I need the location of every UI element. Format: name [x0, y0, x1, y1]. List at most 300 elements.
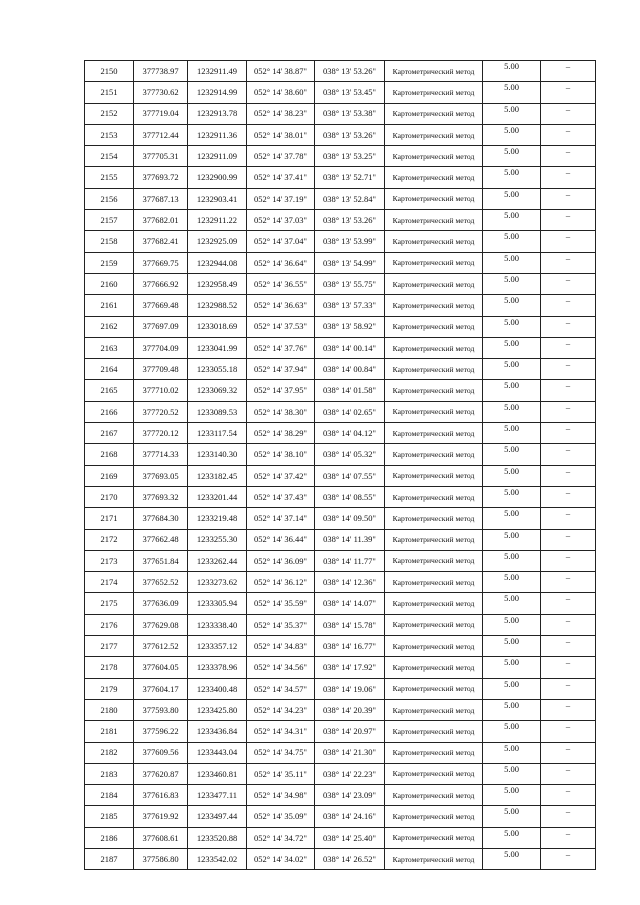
x-coordinate-cell: 377720.52: [134, 401, 188, 422]
x-coordinate-cell: 377693.05: [134, 465, 188, 486]
note-cell: –: [541, 337, 596, 358]
latitude-cell: 052° 14' 37.43": [247, 486, 315, 507]
y-coordinate-cell: 1233069.32: [188, 380, 247, 401]
x-coordinate-cell: 377697.09: [134, 316, 188, 337]
latitude-cell: 052° 14' 34.57": [247, 678, 315, 699]
table-row: [85, 316, 596, 337]
accuracy-cell: 5.00: [483, 316, 541, 337]
latitude-cell: 052° 14' 36.09": [247, 550, 315, 571]
note-cell: –: [541, 785, 596, 806]
method-cell: Картометрический метод: [385, 231, 483, 252]
point-number-cell: 2156: [85, 188, 134, 209]
note-cell: –: [541, 103, 596, 124]
table-row: [85, 550, 596, 571]
longitude-cell: 038° 13' 53.26": [315, 61, 385, 82]
note-cell: –: [541, 146, 596, 167]
table-row: [85, 742, 596, 763]
latitude-cell: 052° 14' 37.04": [247, 231, 315, 252]
x-coordinate-cell: 377730.62: [134, 82, 188, 103]
note-cell: –: [541, 423, 596, 444]
accuracy-cell: 5.00: [483, 486, 541, 507]
accuracy-cell: 5.00: [483, 657, 541, 678]
longitude-cell: 038° 13' 55.75": [315, 273, 385, 294]
x-coordinate-cell: 377662.48: [134, 529, 188, 550]
y-coordinate-cell: 1232911.09: [188, 146, 247, 167]
y-coordinate-cell: 1232925.09: [188, 231, 247, 252]
accuracy-cell: 5.00: [483, 188, 541, 209]
method-cell: Картометрический метод: [385, 295, 483, 316]
accuracy-cell: 5.00: [483, 593, 541, 614]
latitude-cell: 052° 14' 36.64": [247, 252, 315, 273]
y-coordinate-cell: 1233436.84: [188, 721, 247, 742]
accuracy-cell: 5.00: [483, 273, 541, 294]
x-coordinate-cell: 377629.08: [134, 614, 188, 635]
note-cell: –: [541, 61, 596, 82]
y-coordinate-cell: 1233041.99: [188, 337, 247, 358]
latitude-cell: 052° 14' 37.03": [247, 210, 315, 231]
latitude-cell: 052° 14' 35.59": [247, 593, 315, 614]
longitude-cell: 038° 14' 17.92": [315, 657, 385, 678]
longitude-cell: 038° 14' 09.50": [315, 508, 385, 529]
accuracy-cell: 5.00: [483, 146, 541, 167]
x-coordinate-cell: 377738.97: [134, 61, 188, 82]
method-cell: Картометрический метод: [385, 657, 483, 678]
point-number-cell: 2186: [85, 827, 134, 848]
table-row: [85, 636, 596, 657]
longitude-cell: 038° 13' 54.99": [315, 252, 385, 273]
y-coordinate-cell: 1232914.99: [188, 82, 247, 103]
longitude-cell: 038° 14' 07.55": [315, 465, 385, 486]
point-number-cell: 2175: [85, 593, 134, 614]
accuracy-cell: 5.00: [483, 699, 541, 720]
method-cell: Картометрический метод: [385, 827, 483, 848]
longitude-cell: 038° 14' 00.14": [315, 337, 385, 358]
longitude-cell: 038° 13' 53.45": [315, 82, 385, 103]
point-number-cell: 2182: [85, 742, 134, 763]
point-number-cell: 2170: [85, 486, 134, 507]
method-cell: Картометрический метод: [385, 423, 483, 444]
method-cell: Картометрический метод: [385, 550, 483, 571]
longitude-cell: 038° 14' 04.12": [315, 423, 385, 444]
longitude-cell: 038° 13' 53.26": [315, 124, 385, 145]
point-number-cell: 2167: [85, 423, 134, 444]
note-cell: –: [541, 806, 596, 827]
latitude-cell: 052° 14' 34.72": [247, 827, 315, 848]
accuracy-cell: 5.00: [483, 636, 541, 657]
x-coordinate-cell: 377693.72: [134, 167, 188, 188]
latitude-cell: 052° 14' 38.29": [247, 423, 315, 444]
table-row: [85, 699, 596, 720]
method-cell: Картометрический метод: [385, 763, 483, 784]
longitude-cell: 038° 14' 20.97": [315, 721, 385, 742]
x-coordinate-cell: 377604.17: [134, 678, 188, 699]
y-coordinate-cell: 1233117.54: [188, 423, 247, 444]
x-coordinate-cell: 377652.52: [134, 572, 188, 593]
method-cell: Картометрический метод: [385, 593, 483, 614]
method-cell: Картометрический метод: [385, 167, 483, 188]
point-number-cell: 2151: [85, 82, 134, 103]
x-coordinate-cell: 377620.87: [134, 763, 188, 784]
accuracy-cell: 5.00: [483, 82, 541, 103]
x-coordinate-cell: 377619.92: [134, 806, 188, 827]
accuracy-cell: 5.00: [483, 806, 541, 827]
longitude-cell: 038° 14' 11.39": [315, 529, 385, 550]
y-coordinate-cell: 1233262.44: [188, 550, 247, 571]
longitude-cell: 038° 13' 52.71": [315, 167, 385, 188]
method-cell: Картометрический метод: [385, 785, 483, 806]
longitude-cell: 038° 14' 01.58": [315, 380, 385, 401]
y-coordinate-cell: 1233400.48: [188, 678, 247, 699]
latitude-cell: 052° 14' 36.63": [247, 295, 315, 316]
note-cell: –: [541, 231, 596, 252]
point-number-cell: 2168: [85, 444, 134, 465]
accuracy-cell: 5.00: [483, 572, 541, 593]
latitude-cell: 052° 14' 37.53": [247, 316, 315, 337]
table-row: [85, 444, 596, 465]
latitude-cell: 052° 14' 35.09": [247, 806, 315, 827]
x-coordinate-cell: 377609.56: [134, 742, 188, 763]
table-row: [85, 273, 596, 294]
y-coordinate-cell: 1233338.40: [188, 614, 247, 635]
note-cell: –: [541, 529, 596, 550]
accuracy-cell: 5.00: [483, 401, 541, 422]
method-cell: Картометрический метод: [385, 210, 483, 231]
accuracy-cell: 5.00: [483, 827, 541, 848]
longitude-cell: 038° 14' 20.39": [315, 699, 385, 720]
note-cell: –: [541, 508, 596, 529]
table-row: [85, 167, 596, 188]
table-row: [85, 721, 596, 742]
table-row: [85, 593, 596, 614]
accuracy-cell: 5.00: [483, 337, 541, 358]
point-number-cell: 2184: [85, 785, 134, 806]
longitude-cell: 038° 14' 05.32": [315, 444, 385, 465]
point-number-cell: 2161: [85, 295, 134, 316]
point-number-cell: 2152: [85, 103, 134, 124]
latitude-cell: 052° 14' 38.23": [247, 103, 315, 124]
note-cell: –: [541, 636, 596, 657]
y-coordinate-cell: 1232911.22: [188, 210, 247, 231]
point-number-cell: 2177: [85, 636, 134, 657]
point-number-cell: 2172: [85, 529, 134, 550]
x-coordinate-cell: 377719.04: [134, 103, 188, 124]
accuracy-cell: 5.00: [483, 444, 541, 465]
y-coordinate-cell: 1233425.80: [188, 699, 247, 720]
y-coordinate-cell: 1232911.36: [188, 124, 247, 145]
latitude-cell: 052° 14' 37.42": [247, 465, 315, 486]
point-number-cell: 2153: [85, 124, 134, 145]
longitude-cell: 038° 14' 26.52": [315, 848, 385, 869]
point-number-cell: 2160: [85, 273, 134, 294]
point-number-cell: 2166: [85, 401, 134, 422]
table-row: [85, 806, 596, 827]
method-cell: Картометрический метод: [385, 636, 483, 657]
latitude-cell: 052° 14' 34.02": [247, 848, 315, 869]
note-cell: –: [541, 657, 596, 678]
note-cell: –: [541, 678, 596, 699]
method-cell: Картометрический метод: [385, 359, 483, 380]
method-cell: Картометрический метод: [385, 124, 483, 145]
table-row: [85, 678, 596, 699]
table-row: [85, 508, 596, 529]
y-coordinate-cell: 1233182.45: [188, 465, 247, 486]
point-number-cell: 2169: [85, 465, 134, 486]
table-row: [85, 763, 596, 784]
method-cell: Картометрический метод: [385, 252, 483, 273]
method-cell: Картометрический метод: [385, 188, 483, 209]
method-cell: Картометрический метод: [385, 508, 483, 529]
latitude-cell: 052° 14' 34.31": [247, 721, 315, 742]
method-cell: Картометрический метод: [385, 401, 483, 422]
x-coordinate-cell: 377669.75: [134, 252, 188, 273]
x-coordinate-cell: 377720.12: [134, 423, 188, 444]
note-cell: –: [541, 82, 596, 103]
x-coordinate-cell: 377604.05: [134, 657, 188, 678]
longitude-cell: 038° 14' 25.40": [315, 827, 385, 848]
table-row: [85, 380, 596, 401]
accuracy-cell: 5.00: [483, 742, 541, 763]
point-number-cell: 2174: [85, 572, 134, 593]
y-coordinate-cell: 1233357.12: [188, 636, 247, 657]
y-coordinate-cell: 1232988.52: [188, 295, 247, 316]
y-coordinate-cell: 1232944.08: [188, 252, 247, 273]
longitude-cell: 038° 14' 15.78": [315, 614, 385, 635]
method-cell: Картометрический метод: [385, 742, 483, 763]
accuracy-cell: 5.00: [483, 61, 541, 82]
x-coordinate-cell: 377612.52: [134, 636, 188, 657]
note-cell: –: [541, 316, 596, 337]
method-cell: Картометрический метод: [385, 572, 483, 593]
y-coordinate-cell: 1233273.62: [188, 572, 247, 593]
longitude-cell: 038° 14' 24.16": [315, 806, 385, 827]
point-number-cell: 2178: [85, 657, 134, 678]
accuracy-cell: 5.00: [483, 508, 541, 529]
x-coordinate-cell: 377669.48: [134, 295, 188, 316]
longitude-cell: 038° 13' 52.84": [315, 188, 385, 209]
method-cell: Картометрический метод: [385, 61, 483, 82]
accuracy-cell: 5.00: [483, 210, 541, 231]
method-cell: Картометрический метод: [385, 273, 483, 294]
x-coordinate-cell: 377596.22: [134, 721, 188, 742]
latitude-cell: 052° 14' 37.41": [247, 167, 315, 188]
point-number-cell: 2154: [85, 146, 134, 167]
y-coordinate-cell: 1233305.94: [188, 593, 247, 614]
y-coordinate-cell: 1232900.99: [188, 167, 247, 188]
y-coordinate-cell: 1233055.18: [188, 359, 247, 380]
longitude-cell: 038° 14' 12.36": [315, 572, 385, 593]
latitude-cell: 052° 14' 37.95": [247, 380, 315, 401]
method-cell: Картометрический метод: [385, 699, 483, 720]
accuracy-cell: 5.00: [483, 252, 541, 273]
table-row: [85, 124, 596, 145]
table-row: [85, 465, 596, 486]
x-coordinate-cell: 377712.44: [134, 124, 188, 145]
accuracy-cell: 5.00: [483, 380, 541, 401]
point-number-cell: 2158: [85, 231, 134, 252]
note-cell: –: [541, 124, 596, 145]
note-cell: –: [541, 273, 596, 294]
note-cell: –: [541, 699, 596, 720]
table-row: [85, 103, 596, 124]
y-coordinate-cell: 1233219.48: [188, 508, 247, 529]
table-row: [85, 359, 596, 380]
latitude-cell: 052° 14' 38.87": [247, 61, 315, 82]
table-row: [85, 423, 596, 444]
accuracy-cell: 5.00: [483, 721, 541, 742]
method-cell: Картометрический метод: [385, 465, 483, 486]
longitude-cell: 038° 14' 23.09": [315, 785, 385, 806]
method-cell: Картометрический метод: [385, 806, 483, 827]
note-cell: –: [541, 721, 596, 742]
note-cell: –: [541, 167, 596, 188]
latitude-cell: 052° 14' 34.83": [247, 636, 315, 657]
longitude-cell: 038° 14' 11.77": [315, 550, 385, 571]
accuracy-cell: 5.00: [483, 465, 541, 486]
y-coordinate-cell: 1232903.41: [188, 188, 247, 209]
accuracy-cell: 5.00: [483, 295, 541, 316]
note-cell: –: [541, 380, 596, 401]
table-row: [85, 572, 596, 593]
x-coordinate-cell: 377666.92: [134, 273, 188, 294]
point-number-cell: 2173: [85, 550, 134, 571]
latitude-cell: 052° 14' 38.01": [247, 124, 315, 145]
y-coordinate-cell: 1233443.04: [188, 742, 247, 763]
y-coordinate-cell: 1232913.78: [188, 103, 247, 124]
latitude-cell: 052° 14' 38.10": [247, 444, 315, 465]
method-cell: Картометрический метод: [385, 316, 483, 337]
x-coordinate-cell: 377616.83: [134, 785, 188, 806]
latitude-cell: 052° 14' 35.37": [247, 614, 315, 635]
longitude-cell: 038° 14' 00.84": [315, 359, 385, 380]
point-number-cell: 2176: [85, 614, 134, 635]
method-cell: Картометрический метод: [385, 614, 483, 635]
latitude-cell: 052° 14' 37.14": [247, 508, 315, 529]
y-coordinate-cell: 1232911.49: [188, 61, 247, 82]
latitude-cell: 052° 14' 34.98": [247, 785, 315, 806]
note-cell: –: [541, 614, 596, 635]
latitude-cell: 052° 14' 37.78": [247, 146, 315, 167]
point-number-cell: 2180: [85, 699, 134, 720]
x-coordinate-cell: 377682.01: [134, 210, 188, 231]
table-body: [85, 61, 596, 870]
table-row: [85, 82, 596, 103]
table-row: [85, 337, 596, 358]
accuracy-cell: 5.00: [483, 529, 541, 550]
table-row: [85, 210, 596, 231]
point-number-cell: 2162: [85, 316, 134, 337]
latitude-cell: 052° 14' 37.19": [247, 188, 315, 209]
latitude-cell: 052° 14' 36.12": [247, 572, 315, 593]
accuracy-cell: 5.00: [483, 678, 541, 699]
method-cell: Картометрический метод: [385, 848, 483, 869]
point-number-cell: 2157: [85, 210, 134, 231]
latitude-cell: 052° 14' 34.75": [247, 742, 315, 763]
point-number-cell: 2187: [85, 848, 134, 869]
table-row: [85, 614, 596, 635]
point-number-cell: 2164: [85, 359, 134, 380]
longitude-cell: 038° 14' 19.06": [315, 678, 385, 699]
table-row: [85, 785, 596, 806]
note-cell: –: [541, 763, 596, 784]
accuracy-cell: 5.00: [483, 124, 541, 145]
note-cell: –: [541, 444, 596, 465]
x-coordinate-cell: 377586.80: [134, 848, 188, 869]
accuracy-cell: 5.00: [483, 231, 541, 252]
point-number-cell: 2150: [85, 61, 134, 82]
x-coordinate-cell: 377709.48: [134, 359, 188, 380]
y-coordinate-cell: 1233497.44: [188, 806, 247, 827]
table-row: [85, 827, 596, 848]
table-row: [85, 188, 596, 209]
method-cell: Картометрический метод: [385, 337, 483, 358]
latitude-cell: 052° 14' 34.23": [247, 699, 315, 720]
latitude-cell: 052° 14' 37.94": [247, 359, 315, 380]
longitude-cell: 038° 14' 21.30": [315, 742, 385, 763]
note-cell: –: [541, 486, 596, 507]
accuracy-cell: 5.00: [483, 614, 541, 635]
longitude-cell: 038° 14' 16.77": [315, 636, 385, 657]
x-coordinate-cell: 377682.41: [134, 231, 188, 252]
longitude-cell: 038° 14' 02.65": [315, 401, 385, 422]
method-cell: Картометрический метод: [385, 82, 483, 103]
y-coordinate-cell: 1233201.44: [188, 486, 247, 507]
point-number-cell: 2165: [85, 380, 134, 401]
method-cell: Картометрический метод: [385, 486, 483, 507]
x-coordinate-cell: 377705.31: [134, 146, 188, 167]
point-number-cell: 2179: [85, 678, 134, 699]
note-cell: –: [541, 359, 596, 380]
method-cell: Картометрический метод: [385, 721, 483, 742]
x-coordinate-cell: 377714.33: [134, 444, 188, 465]
table-row: [85, 486, 596, 507]
note-cell: –: [541, 401, 596, 422]
latitude-cell: 052° 14' 36.44": [247, 529, 315, 550]
y-coordinate-cell: 1233140.30: [188, 444, 247, 465]
y-coordinate-cell: 1233477.11: [188, 785, 247, 806]
longitude-cell: 038° 13' 58.92": [315, 316, 385, 337]
note-cell: –: [541, 210, 596, 231]
note-cell: –: [541, 742, 596, 763]
longitude-cell: 038° 14' 08.55": [315, 486, 385, 507]
y-coordinate-cell: 1233520.88: [188, 827, 247, 848]
point-number-cell: 2159: [85, 252, 134, 273]
table-row: [85, 231, 596, 252]
y-coordinate-cell: 1232958.49: [188, 273, 247, 294]
y-coordinate-cell: 1233378.96: [188, 657, 247, 678]
x-coordinate-cell: 377687.13: [134, 188, 188, 209]
accuracy-cell: 5.00: [483, 423, 541, 444]
note-cell: –: [541, 593, 596, 614]
method-cell: Картометрический метод: [385, 444, 483, 465]
point-number-cell: 2171: [85, 508, 134, 529]
method-cell: Картометрический метод: [385, 380, 483, 401]
latitude-cell: 052° 14' 37.76": [247, 337, 315, 358]
note-cell: –: [541, 848, 596, 869]
y-coordinate-cell: 1233255.30: [188, 529, 247, 550]
point-number-cell: 2183: [85, 763, 134, 784]
y-coordinate-cell: 1233089.53: [188, 401, 247, 422]
x-coordinate-cell: 377651.84: [134, 550, 188, 571]
note-cell: –: [541, 572, 596, 593]
x-coordinate-cell: 377608.61: [134, 827, 188, 848]
table-row: [85, 146, 596, 167]
longitude-cell: 038° 14' 14.07": [315, 593, 385, 614]
table-row: [85, 252, 596, 273]
longitude-cell: 038° 13' 53.38": [315, 103, 385, 124]
latitude-cell: 052° 14' 38.30": [247, 401, 315, 422]
table-row: [85, 657, 596, 678]
point-number-cell: 2181: [85, 721, 134, 742]
